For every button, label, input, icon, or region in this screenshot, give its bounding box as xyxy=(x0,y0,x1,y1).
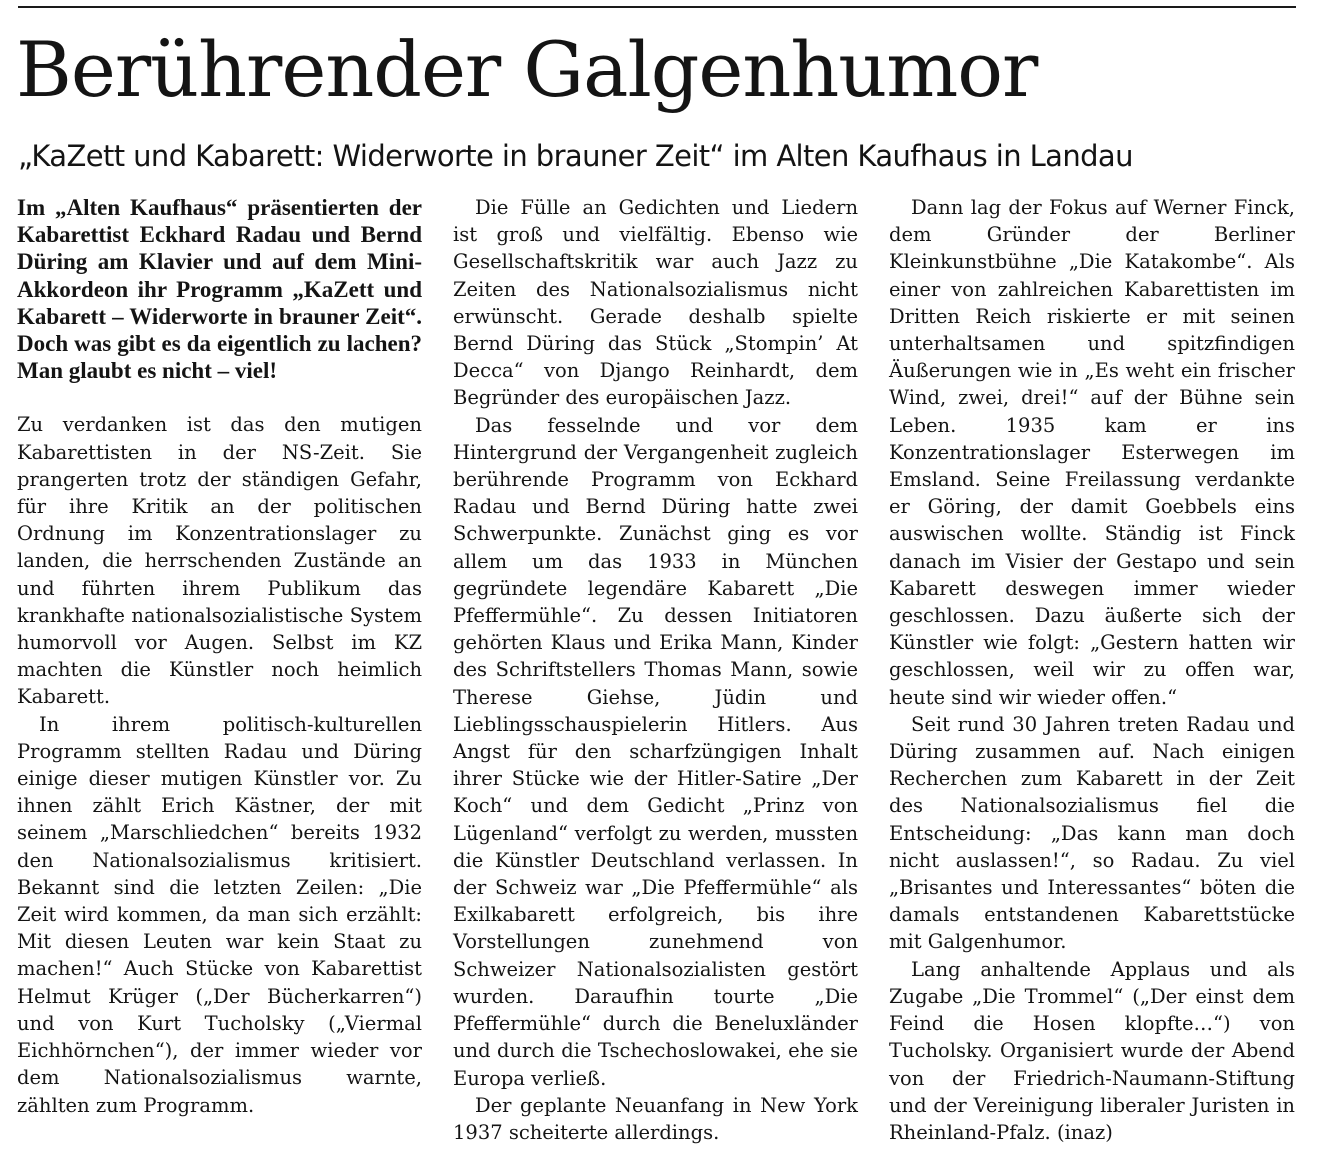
column-2 xyxy=(453,194,858,1146)
headline: Berührender Galgenhumor xyxy=(16,25,1038,114)
body-paragraph: Seit rund 30 Jahren treten Radau und Düring zusammen auf. Nach einigen Recherchen zum Kabarett in der Zeit des Nationalsozialismus fiel die Entscheidung: „Das kann man doch nicht auslassen!“, so Radau. Zu viel „Brisantes und Interessantes“ böten die damals entstandenen Kabarettstücke mit Galgenhumor. xyxy=(889,712,1295,954)
column-1 xyxy=(17,194,422,1119)
column-3 xyxy=(889,194,1295,1146)
body-paragraph: Der geplante Neuanfang in New York 1937 scheiterte allerdings. xyxy=(453,1093,858,1144)
body-paragraph: Zu verdanken ist das den mutigen Kabarettisten in der NS-Zeit. Sie prangerten trotz der ständigen Gefahr, für ihre Kritik an der politischen Ordnung im Konzentrationslager zu landen, die herrschenden Zustände an und führten ihrem Publikum das krankhafte nationalsozialistische System humorvoll vor Augen. Selbst im KZ machten die Künstler noch heimlich Kabarett. xyxy=(17,413,422,709)
lead-paragraph: Im „Alten Kaufhaus“ präsentierten der Kabarettist Eckhard Radau und Bernd Düring am Klavier und auf dem Mini-Akkordeon ihr Programm „KaZett und Kabarett – Widerworte in brauner Zeit“. Doch was gibt es da eigentlich zu lachen? Man glaubt es nicht – viel! xyxy=(17,195,422,384)
top-rule xyxy=(18,6,1296,8)
body-paragraph: Das fesselnde und vor dem Hintergrund der Vergangenheit zugleich berührende Programm von Eckhard Radau und Bernd Düring hatte zwei Schwerpunkte. Zunächst ging es vor allem um das 1933 in München gegründete legendäre Kabarett „Die Pfeffermühle“. Zu dessen Initiatoren gehörten Klaus und Erika Mann, Kinder des Schriftstellers Thomas Mann, sowie Therese Giehse, Jüdin und Lieblingsschauspielerin Hitlers. Aus Angst für den scharfzüngigen Inhalt ihrer Stücke wie der Hitler-Satire „Der Koch“ und dem Gedicht „Prinz von Lügenland“ verfolgt zu werden, mussten die Künstler Deutschland verlassen. In der Schweiz war „Die Pfeffermühle“ als Exilkabarett erfolgreich, bis ihre Vorstellungen zunehmend von Schweizer Nationalsozialisten gestört wurden. Daraufhin tourte „Die Pfeffermühle“ durch die Beneluxländer und durch die Tschechoslowakei, ehe sie Europa verließ. xyxy=(453,413,858,1090)
body-paragraph: Die Fülle an Gedichten und Liedern ist groß und vielfältig. Ebenso wie Gesellschaftskritik war auch Jazz zu Zeiten des Nationalsozialismus nicht erwünscht. Gerade deshalb spielte Bernd Düring das Stück „Stompin’ At Decca“ von Django Reinhardt, dem Begründer des europäischen Jazz. xyxy=(453,196,858,410)
body-paragraph: Dann lag der Fokus auf Werner Finck, dem Gründer der Berliner Kleinkunstbühne „Die Katakombe“. Als einer von zahlreichen Kabarettisten im Dritten Reich riskierte er mit seinen unterhaltsamen und spitzfindigen Äußerungen wie in „Es weht ein frischer Wind, zwei, drei!“ auf der Bühne sein Leben. 1935 kam er ins Konzentrationslager Esterwegen im Emsland. Seine Freilassung verdankte er Göring, der damit Goebbels eins auswischen wollte. Ständig ist Finck danach im Visier der Gestapo und sein Kabarett deswegen immer wieder geschlossen. Dazu äußerte sich der Künstler wie folgt: „Gestern hatten wir geschlossen, weil wir zu offen war, heute sind wir wieder offen.“ xyxy=(889,196,1295,709)
body-paragraph: In ihrem politisch-kulturellen Programm stellten Radau und Düring einige dieser mutigen Künstler vor. Zu ihnen zählt Erich Kästner, der mit seinem „Marschliedchen“ bereits 1932 den Nationalsozialismus kritisiert. Bekannt sind die letzten Zeilen: „Die Zeit wird kommen, da man sich erzählt: Mit diesen Leuten war kein Staat zu machen!“ Auch Stücke von Kabarettist Helmut Krüger („Der Bücherkarren“) und von Kurt Tucholsky („Viermal Eichhörnchen“), der immer wieder vor dem Nationalsozialismus warnte, zählten zum Programm. xyxy=(17,712,422,1117)
subheadline: „KaZett und Kabarett: Widerworte in brauner Zeit“ im Alten Kaufhaus in Landau xyxy=(18,139,1133,173)
body-paragraph: Lang anhaltende Applaus und als Zugabe „Die Trommel“ („Der einst dem Feind die Hosen klopfte…“) von Tucholsky. Organisiert wurde der Abend von der Friedrich-Naumann-Stiftung und der Vereinigung liberaler Juristen in Rheinland-Pfalz. (inaz) xyxy=(889,957,1295,1144)
